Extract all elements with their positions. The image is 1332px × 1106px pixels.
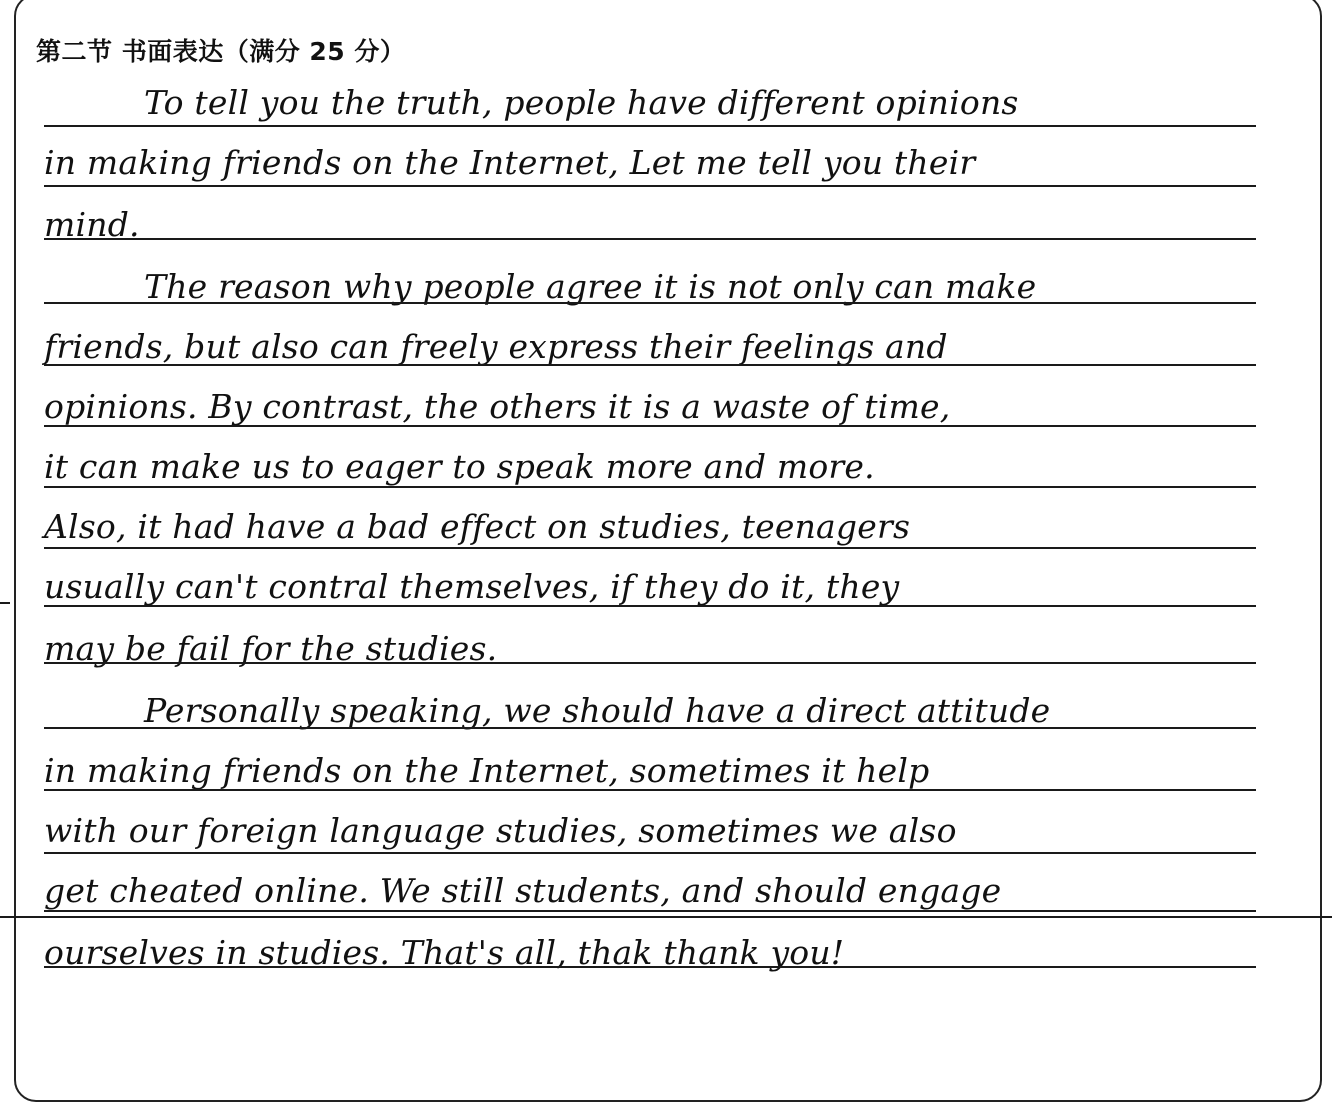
essay-line-7: it can make us to eager to speak more and more. — [44, 447, 875, 486]
essay-line-14: get cheated online. We still students, and should engage — [44, 871, 1002, 910]
section-title: 第二节 书面表达（满分 25 分） — [36, 37, 406, 66]
essay-line-8: Also, it had have a bad effect on studies, teenagers — [44, 507, 911, 546]
essay-line-15: ourselves in studies. That's all, thak thank you! — [44, 933, 845, 972]
essay-line-6: opinions. By contrast, the others it is a waste of time, — [44, 387, 951, 426]
ruled-line-7 — [44, 486, 1256, 488]
essay-line-4: The reason why people agree it is not only can make — [144, 267, 1037, 306]
essay-line-11: Personally speaking, we should have a direct attitude — [144, 691, 1051, 730]
essay-line-12: in making friends on the Internet, sometimes it help — [44, 751, 930, 790]
ruled-line-13 — [44, 852, 1256, 854]
ruled-line-11 — [44, 727, 1256, 729]
essay-line-9: usually can't contral themselves, if they do it, they — [44, 567, 900, 606]
ruled-line-2 — [44, 185, 1256, 187]
essay-line-5: friends, but also can freely express their feelings and — [44, 327, 948, 366]
ruled-line-5 — [44, 364, 1256, 366]
margin-tick-mark — [0, 602, 10, 604]
ruled-line-1 — [44, 125, 1256, 127]
essay-line-2: in making friends on the Internet, Let me tell you their — [44, 143, 976, 182]
essay-line-10: may be fail for the studies. — [44, 629, 498, 668]
essay-line-1: To tell you the truth, people have different opinions — [144, 83, 1019, 122]
ruled-line-9 — [44, 605, 1256, 607]
ruled-line-3 — [44, 238, 1256, 240]
essay-line-3: mind. — [44, 205, 140, 244]
essay-line-13: with our foreign language studies, sometimes we also — [44, 811, 957, 850]
scan-edge-line — [0, 916, 1332, 918]
ruled-line-12 — [44, 789, 1256, 791]
ruled-line-14 — [44, 910, 1256, 912]
ruled-line-15 — [44, 966, 1256, 968]
ruled-line-8 — [44, 547, 1256, 549]
ruled-line-6 — [44, 425, 1256, 427]
ruled-line-4 — [44, 302, 1256, 304]
ruled-line-10 — [44, 662, 1256, 664]
